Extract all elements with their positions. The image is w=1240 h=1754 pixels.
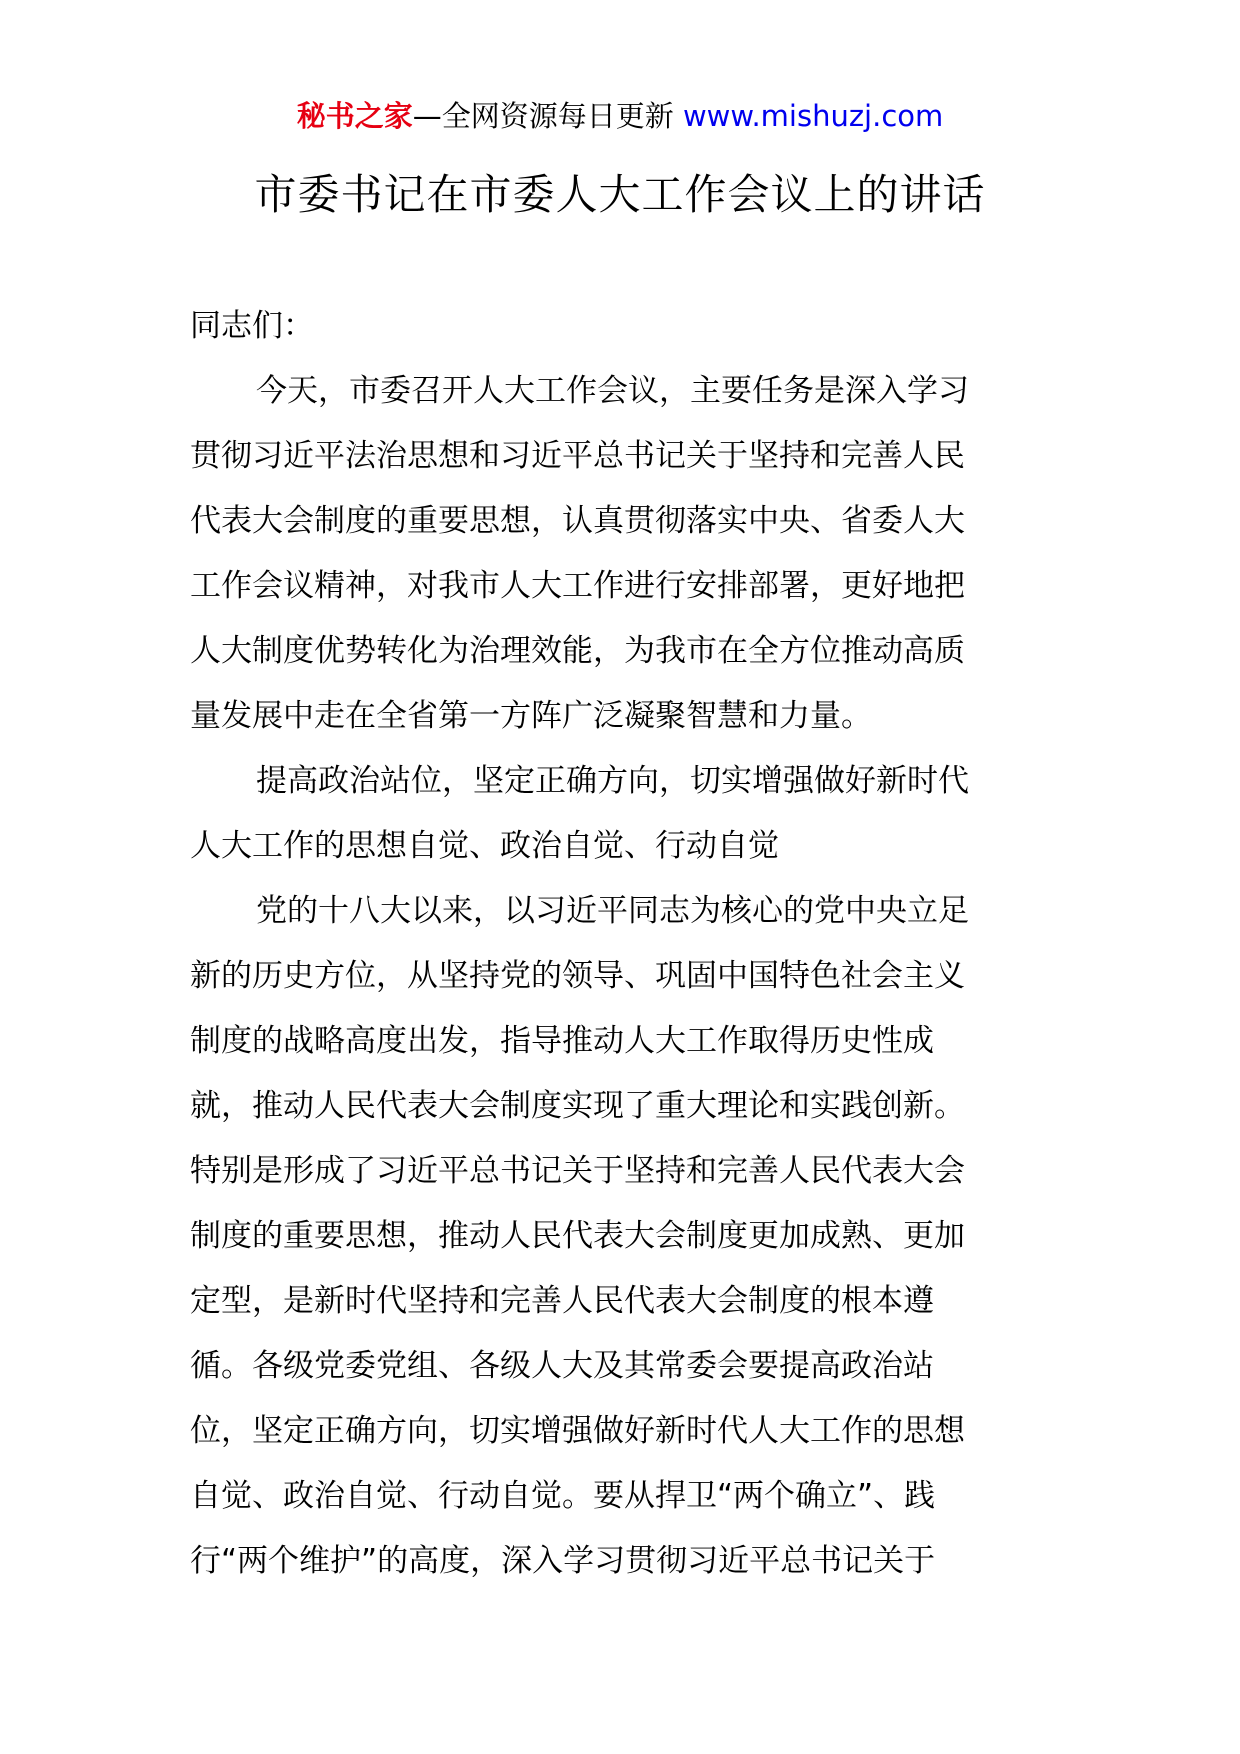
site-slogan: —全网资源每日更新 (412, 99, 683, 133)
body-line: 制度的重要思想，推动人民代表大会制度更加成熟、更加 (190, 1218, 965, 1254)
site-brand: 秘书之家 (296, 99, 413, 133)
body-line: 位，坚定正确方向，切实增强做好新时代人大工作的思想 (190, 1413, 965, 1449)
body-line: 制度的战略高度出发，指导推动人大工作取得历史性成 (190, 1023, 934, 1059)
body-line: 贯彻习近平法治思想和习近平总书记关于坚持和完善人民 (190, 438, 965, 474)
document-title: 市委书记在市委人大工作会议上的讲话 (254, 170, 986, 219)
document-body (190, 294, 1060, 1594)
body-line: 党的十八大以来，以习近平同志为核心的党中央立足 (256, 893, 969, 929)
site-header (0, 96, 1240, 136)
body-line: 定型，是新时代坚持和完善人民代表大会制度的根本遵 (190, 1283, 934, 1319)
body-line: 新的历史方位，从坚持党的领导、巩固中国特色社会主义 (190, 958, 965, 994)
site-url-link[interactable]: www.mishuzj.com (682, 99, 944, 133)
body-line: 今天，市委召开人大工作会议，主要任务是深入学习 (256, 373, 969, 409)
section-heading-line: 人大工作的思想自觉、政治自觉、行动自觉 (190, 828, 779, 864)
body-line: 特别是形成了习近平总书记关于坚持和完善人民代表大会 (190, 1153, 965, 1189)
body-line: 行“两个维护”的高度，深入学习贯彻习近平总书记关于 (190, 1543, 936, 1579)
section-heading-line: 提高政治站位，坚定正确方向，切实增强做好新时代 (256, 763, 969, 799)
body-line: 人大制度优势转化为治理效能，为我市在全方位推动高质 (190, 633, 965, 669)
body-line: 自觉、政治自觉、行动自觉。要从捍卫“两个确立”、践 (190, 1478, 936, 1514)
body-line: 工作会议精神，对我市人大工作进行安排部署，更好地把 (190, 568, 965, 604)
body-line: 量发展中走在全省第一方阵广泛凝聚智慧和力量。 (190, 698, 872, 734)
salutation: 同志们： (190, 308, 314, 344)
body-line: 就，推动人民代表大会制度实现了重大理论和实践创新。 (190, 1088, 965, 1124)
body-line: 循。各级党委党组、各级人大及其常委会要提高政治站 (190, 1348, 934, 1384)
body-line: 代表大会制度的重要思想，认真贯彻落实中央、省委人大 (190, 503, 965, 539)
